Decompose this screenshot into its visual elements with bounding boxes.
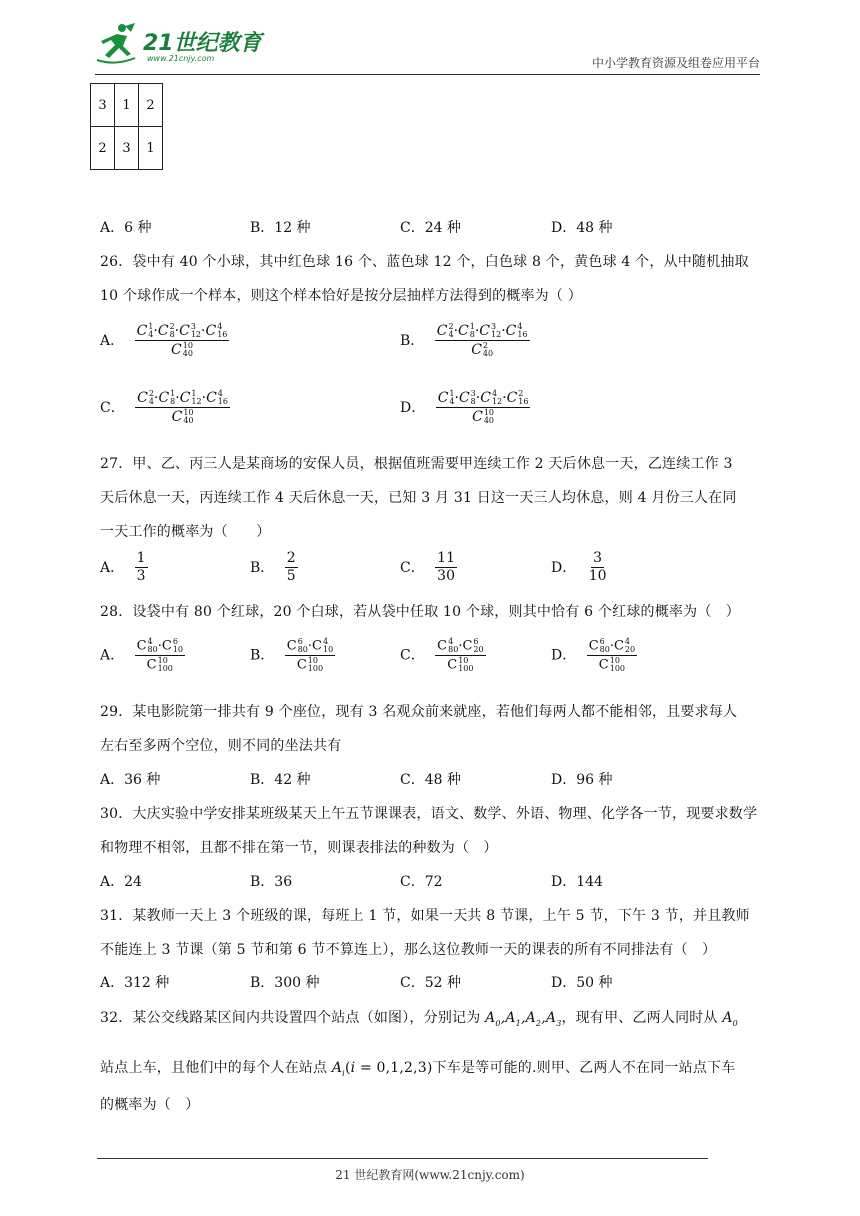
q32-text-line1: [100, 1007, 738, 1028]
q25-option-b: B．12 种: [250, 220, 311, 236]
q30-option-c: C．72: [400, 874, 443, 890]
q27-d-numerator: 3: [591, 551, 604, 568]
q30-option-d: D．144: [551, 874, 603, 890]
q29-option-d: D．96 种: [551, 772, 613, 788]
q29-option-c: C．48 种: [400, 772, 461, 788]
q27-text-line1: 27．甲、乙、丙三人是某商场的安保人员，根据值班需要甲连续工作 2 天后休息一天，乙连续工作 3: [100, 456, 733, 472]
q25-option-d: D．48 种: [551, 220, 613, 236]
q29-option-b: B．42 种: [250, 772, 311, 788]
q28-text-line1: 28．设袋中有 80 个红球，20 个白球，若从袋中任取 10 个球，则其中恰有 6 个红球的概率为（ ）: [100, 604, 740, 620]
q28-option-a-label: A．: [100, 647, 125, 664]
q27-option-a-label: A．: [100, 559, 125, 576]
q27-option-d: [551, 551, 609, 585]
q27-option-c: [400, 551, 457, 585]
q31-text-line1: 31．某教师一天上 3 个班级的课，每班上 1 节，如果一天共 8 节课，上午 5 节，下午 3 节，并且教师: [100, 908, 750, 924]
q32-line2-part1: 站点上车，且他们中的每个人在站点: [100, 1060, 332, 1076]
q27-option-c-label: C．: [400, 559, 425, 576]
q30-text-line1: 30．大庆实验中学安排某班级某天上午五节课课表，语文、数学、外语、物理、化学各一节，现要求数学: [100, 806, 758, 822]
grid-row: [91, 127, 163, 170]
footer-divider: [97, 1158, 708, 1159]
grid-cell: 3: [115, 127, 139, 170]
q26-option-d-label: D．: [400, 399, 426, 416]
q27-option-b-label: B．: [250, 559, 275, 576]
q31-option-b: B．300 种: [250, 975, 320, 991]
platform-name: 中小学教育资源及组卷应用平台: [591, 56, 760, 70]
q29-option-a: A．36 种: [100, 772, 161, 788]
q32-index-range-math: (i = 0,1,2,3): [344, 1060, 433, 1076]
page-header: [0, 0, 860, 80]
q28-option-c-label: C．: [400, 647, 425, 664]
q32-start-station-math: $A_0$: [722, 1010, 738, 1028]
q32-stations-math: $A_0,A_1,A_2,A_3$: [485, 1010, 562, 1028]
number-grid: [90, 83, 163, 170]
q32-text-line2: [100, 1057, 735, 1078]
q31-option-d: D．50 种: [551, 975, 613, 991]
q26-option-a-label: A．: [100, 332, 125, 349]
grid-cell: 2: [139, 84, 163, 127]
q26-text-line1: 26．袋中有 40 个小球，其中红色球 16 个、蓝色球 12 个，白色球 8 个，黄色球 4 个，从中随机抽取: [100, 254, 749, 270]
q32-text-line3: 的概率为（ ）: [100, 1097, 200, 1113]
q26-text-line2: 10 个球作成一个样本，则这个样本恰好是按分层抽样方法得到的概率为（ ）: [100, 288, 582, 304]
grid-cell: 2: [91, 127, 115, 170]
q26-option-c-label: C．: [100, 399, 125, 416]
q28-option-a: A． C 4 80 ·C 6 10 C 10 100: [100, 637, 183, 673]
grid-cell: 1: [139, 127, 163, 170]
q26-option-d: D． C 1 4 ·C 3 8 ·C 4 12 ·C 2 16 C 10 40: [400, 389, 529, 426]
grid-cell: 3: [91, 84, 115, 127]
grid-cell: 1: [115, 84, 139, 127]
q27-c-numerator: 11: [435, 551, 457, 568]
logo-title: 21世纪教育: [143, 31, 262, 56]
q27-a-numerator: 1: [135, 551, 148, 568]
q29-text-line1: 29．某电影院第一排共有 9 个座位，现有 3 名观众前来就座，若他们每两人都不能相邻，且要求每人: [100, 704, 738, 720]
q32-line1-part2: ，现有甲、乙两人同时从: [561, 1010, 723, 1026]
q30-option-b: B．36: [250, 874, 293, 890]
q26-option-b: B． C 2 4 ·C 1 8 ·C 3 12 ·C 4 16 C 2 40: [400, 322, 528, 359]
q27-option-b: [250, 551, 298, 585]
q27-d-denominator: 10: [588, 568, 607, 585]
q28-option-b: B． C 6 80 ·C 4 10 C 10 100: [250, 637, 334, 673]
q29-text-line2: 左右至多两个空位，则不同的坐法共有: [100, 738, 342, 754]
q27-b-denominator: 5: [286, 568, 296, 585]
q27-c-denominator: 30: [437, 568, 455, 585]
q28-option-b-label: B．: [250, 647, 275, 664]
footer-text: 21 世纪教育网(www.21cnjy.com): [335, 1168, 525, 1182]
q27-a-denominator: 3: [136, 568, 146, 585]
q27-option-d-label: D．: [551, 559, 577, 576]
q26-option-b-label: B．: [400, 332, 425, 349]
q32-station-index-math: $A_i$: [331, 1060, 345, 1078]
q32-line2-part2: 下车是等可能的.则甲、乙两人不在同一站点下车: [432, 1060, 736, 1076]
q25-option-a: A．6 种: [100, 220, 152, 236]
q27-b-numerator: 2: [285, 551, 298, 568]
q31-option-c: C．52 种: [400, 975, 461, 991]
q28-option-d-label: D．: [551, 647, 577, 664]
q32-line1-part1: 32．某公交线路某区间内共设置四个站点（如图），分别记为: [100, 1010, 486, 1026]
q31-option-a: A．312 种: [100, 975, 170, 991]
q27-text-line3: 一天工作的概率为（ ）: [100, 524, 271, 540]
q27-text-line2: 天后休息一天，丙连续工作 4 天后休息一天，已知 3 月 31 日这一天三人均休息，则 4 月份三人在同: [100, 490, 737, 506]
grid-row: [91, 84, 163, 127]
q31-text-line2: 不能连上 3 节课（第 5 节和第 6 节不算连上），那么这位教师一天的课表的所有不同排法有（ ）: [100, 942, 717, 958]
q30-text-line2: 和物理不相邻，且都不排在第一节，则课表排法的种数为（ ）: [100, 840, 498, 856]
q25-option-c: C．24 种: [400, 220, 461, 236]
q28-option-d: D． C 6 80 ·C 4 20 C 10 100: [551, 637, 636, 673]
q28-option-c: C． C 4 80 ·C 6 20 C 10 100: [400, 637, 484, 673]
logo: [95, 18, 270, 68]
q26-option-a: A． C 1 4 ·C 2 8 ·C 3 12 ·C 4 16 C 10 40: [100, 322, 228, 359]
header-divider: [95, 74, 760, 75]
q26-option-c: C． C 2 4 ·C 1 8 ·C 1 12 ·C 4 16 C 10 40: [100, 389, 228, 426]
q30-option-a: A．24: [100, 874, 142, 890]
q27-option-a: [100, 551, 148, 585]
logo-url: www.21cnjy.com: [147, 54, 215, 63]
